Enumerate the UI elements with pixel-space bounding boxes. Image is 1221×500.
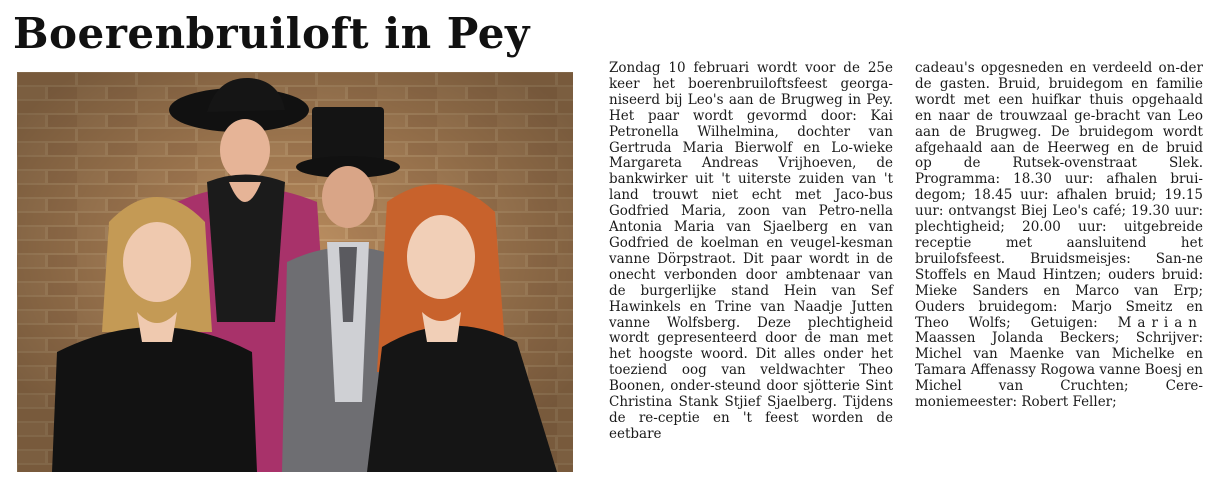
article-column-1	[609, 61, 893, 443]
article-text-2a: cadeau's opgesneden en verdeeld on-der de gasten. Bruid, bruidegom en familie wordt met een huifkar thuis opgehaald en naar de trouwzaal ge-bracht van Leo aan de Brugweg. De bruidegom wordt afgehaald aan de Heerweg en de bruid op de Rutsek-ovenstraat Slek. Programma: 18.30 uur: afhalen brui-degom; 18.45 uur: afhalen bruid; 19.15 uur: ontvangst Biej Leo's café; 19.30 uur: plechtigheid; 20.00 uur: uitgebreide receptie met aansluitend het bruilofsfeest. Bruidsmeisjes: San-ne Stoffels en Maud Hintzen; ouders bruid: Mieke Sanders en Marco van Erp; Ouders bruidegom: Marjo Smeitz en Theo Wolfs; Getuigen:	[915, 60, 1203, 331]
article-text-2b: Maassen Jolanda Beckers; Schrijver: Michel van Maenke van Michelke en Tamara Affenassy Rogowa vanne Boesj en Michel van Cruchten; Cere-moniemeester: Robert Feller;	[915, 330, 1203, 411]
article-paragraph-1: Zondag 10 februari wordt voor de 25e keer het boerenbruiloftsfeest georga-niseerd bij Leo's aan de Brugweg in Pey. Het paar wordt gevormd door: Kai Petronella Wilhelmina, dochter van Gertruda Maria Bierwolf en Lo-wieke Margareta Andreas Vrijhoeven, de bankwirker uit 't uiterste zuiden van 't land trouwt niet echt met Jaco-bus Godfried Maria, zoon van Petro-nella Antonia Maria van Sjaelberg en van Godfried de koelman en veugel-kesman vanne Dörpstraot. Dit paar wordt in de onecht verbonden door ambtenaar van de burgerlijke stand Hein van Sef Hawinkels en Trine van Naadje Jutten vanne Wolfsberg. Deze plechtigheid wordt gepresenteerd door de man met het hoogste woord. Dit alles onder het toeziend oog van veldwachter Theo Boonen, onder-steund door sjötterie Sint Christina Stank Stjief Sjaelberg. Tijdens de re-ceptie en 't feest worden de eetbare	[609, 60, 893, 442]
article-column-2	[915, 61, 1203, 411]
witness-name-spaced: Marian	[1117, 314, 1203, 331]
article-paragraph-2	[915, 61, 1203, 411]
article-headline: Boerenbruiloft in Pey	[13, 9, 530, 58]
article-photo	[17, 72, 573, 472]
group-portrait-illustration	[17, 72, 573, 472]
